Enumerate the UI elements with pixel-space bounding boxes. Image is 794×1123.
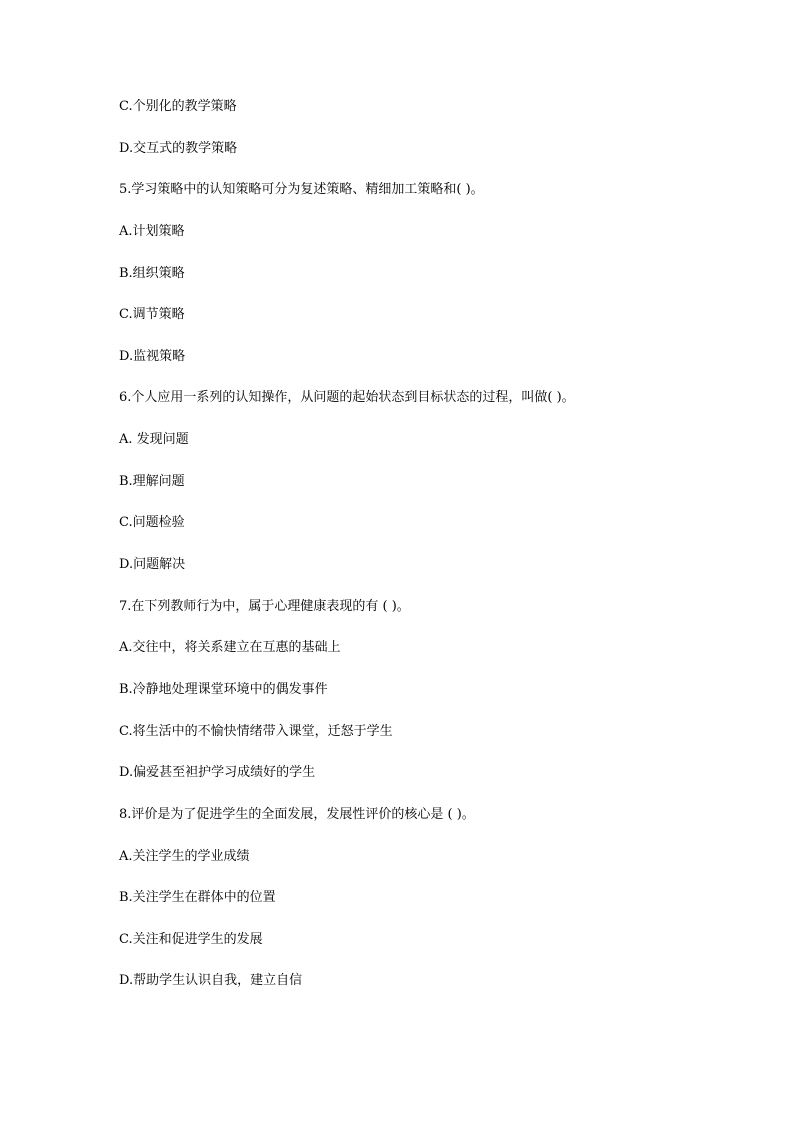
question-5-stem: 5.学习策略中的认知策略可分为复述策略、精细加工策略和( )。 — [119, 182, 484, 198]
question-6-option-d: D.问题解决 — [119, 557, 186, 573]
question-8-option-b: B.关注学生在群体中的位置 — [119, 890, 276, 906]
question-list — [119, 97, 759, 1013]
question-6-option-c: C.问题检验 — [119, 515, 185, 531]
question-7-option-a: A.交往中，将关系建立在互惠的基础上 — [119, 640, 341, 656]
question-7-option-b: B.冷静地处理课堂环境中的偶发事件 — [119, 681, 328, 697]
option-d-line: D.交互式的教学策略 — [119, 140, 238, 156]
question-5-option-d: D.监视策略 — [119, 348, 186, 364]
question-8-stem: 8.评价是为了促进学生的全面发展，发展性评价的核心是 ( )。 — [119, 806, 475, 822]
question-5-option-b: B.组织策略 — [119, 265, 185, 281]
question-6-option-b: B.理解问题 — [119, 473, 185, 489]
question-7-stem: 7.在下列教师行为中，属于心理健康表现的有 ( )。 — [119, 598, 410, 614]
option-c-line: C.个别化的教学策略 — [119, 99, 237, 114]
question-6-stem: 6.个人应用一系列的认知操作，从问题的起始状态到目标状态的过程，叫做( )。 — [119, 390, 575, 406]
question-8-option-c: C.关注和促进学生的发展 — [119, 931, 263, 947]
question-8-option-d: D.帮助学生认识自我，建立自信 — [119, 973, 303, 989]
question-5-option-a: A.计划策略 — [119, 223, 185, 239]
question-7-option-d: D.偏爱甚至袒护学习成绩好的学生 — [119, 765, 316, 781]
question-8-option-a: A.关注学生的学业成绩 — [119, 848, 250, 864]
question-6-option-a: A. 发现问题 — [119, 432, 189, 448]
question-7-option-c: C.将生活中的不愉快情绪带入课堂，迁怒于学生 — [119, 723, 393, 739]
question-5-option-c: C.调节策略 — [119, 307, 185, 323]
